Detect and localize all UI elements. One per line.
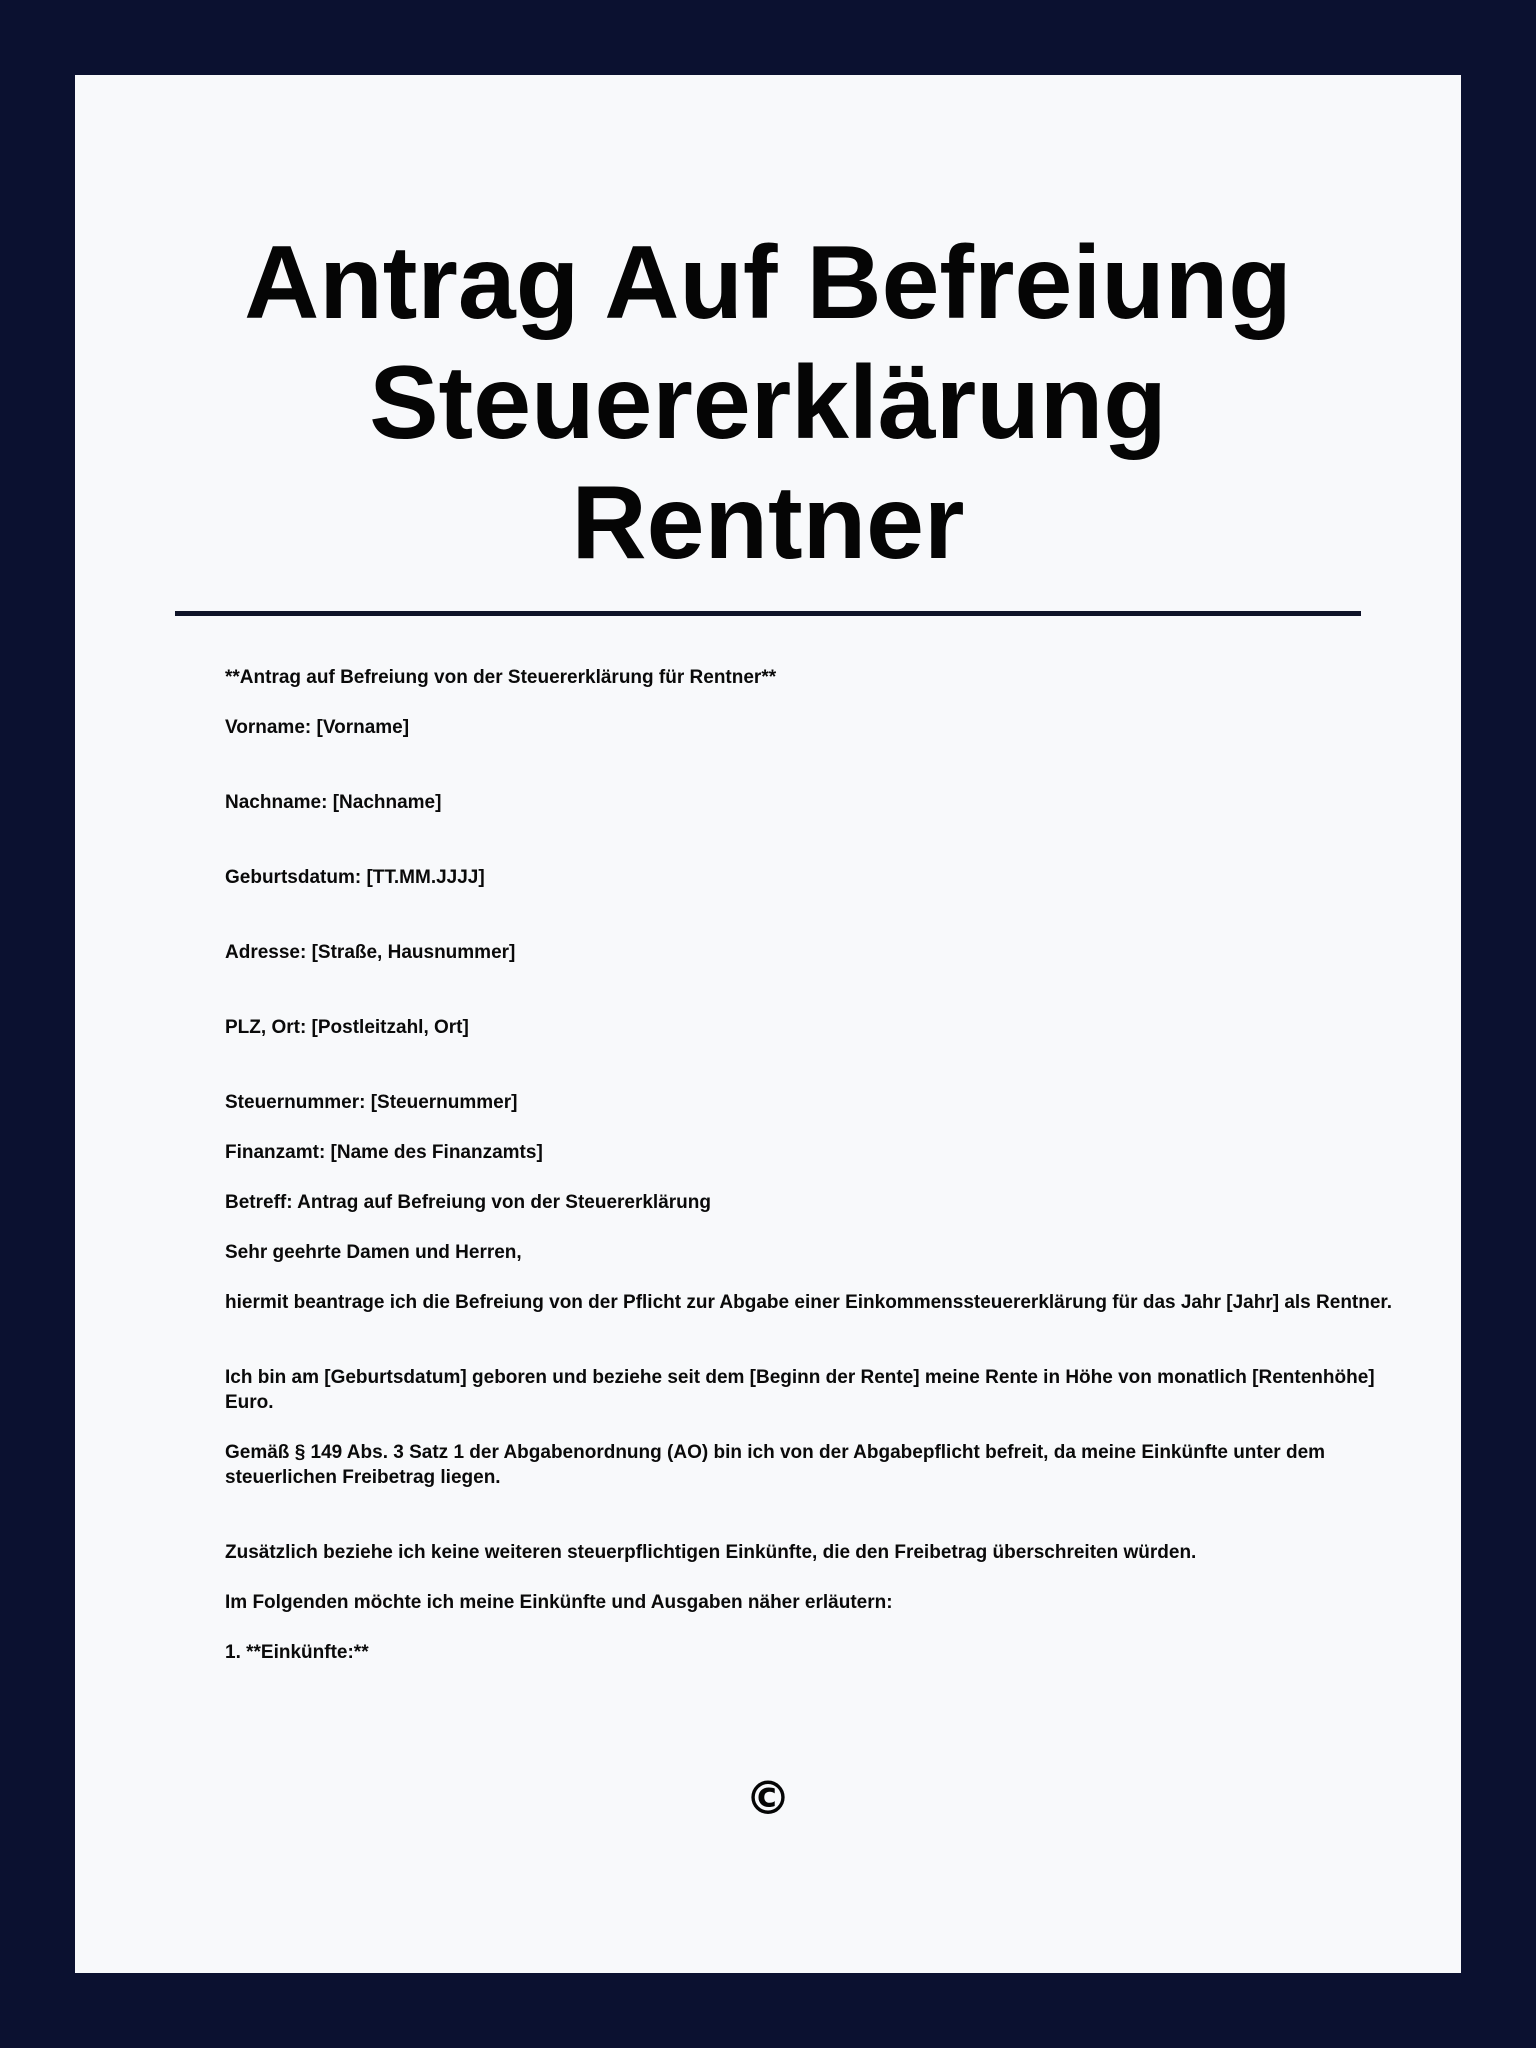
document-title [75, 223, 1461, 583]
document-body [225, 665, 1425, 1665]
title-line-2: Steuererklärung [369, 345, 1167, 461]
copyright-icon: © [745, 1771, 791, 1825]
title-line-1: Antrag Auf Befreiung [244, 225, 1292, 341]
field-finanzamt: Finanzamt: [Name des Finanzamts] [225, 1142, 543, 1163]
field-nachname: Nachname: [Nachname] [225, 792, 442, 813]
betreff-line: Betreff: Antrag auf Befreiung von der Steuererklärung [225, 1192, 711, 1213]
list-item-einkuenfte: 1. **Einkünfte:** [225, 1642, 369, 1663]
field-vorname: Vorname: [Vorname] [225, 717, 410, 738]
paragraph: Gemäß § 149 Abs. 3 Satz 1 der Abgabenordnung (AO) bin ich von der Abgabepflicht befreit, da meine Einkünfte unter dem steuerlichen Freibetrag liegen. [225, 1442, 1331, 1488]
document-page [75, 75, 1461, 1973]
salutation: Sehr geehrte Damen und Herren, [225, 1242, 522, 1263]
paragraph: Ich bin am [Geburtsdatum] geboren und beziehe seit dem [Beginn der Rente] meine Rente in Höhe von monatlich [Rentenhöhe] Euro. [225, 1367, 1380, 1413]
paragraph: Zusätzlich beziehe ich keine weiteren steuerpflichtigen Einkünfte, die den Freibetrag überschreiten würden. [225, 1542, 1197, 1563]
paragraph: hiermit beantrage ich die Befreiung von der Pflicht zur Abgabe einer Einkommenssteuererklärung für das Jahr [Jahr] als Rentner. [225, 1292, 1393, 1313]
paragraph: Im Folgenden möchte ich meine Einkünfte und Ausgaben näher erläutern: [225, 1592, 893, 1613]
field-plz-ort: PLZ, Ort: [Postleitzahl, Ort] [225, 1017, 469, 1038]
field-steuernummer: Steuernummer: [Steuernummer] [225, 1092, 518, 1113]
title-line-3: Rentner [571, 465, 965, 581]
field-geburtsdatum: Geburtsdatum: [TT.MM.JJJJ] [225, 867, 485, 888]
field-adresse: Adresse: [Straße, Hausnummer] [225, 942, 516, 963]
title-divider [175, 611, 1361, 616]
body-heading: **Antrag auf Befreiung von der Steuererklärung für Rentner** [225, 667, 777, 688]
